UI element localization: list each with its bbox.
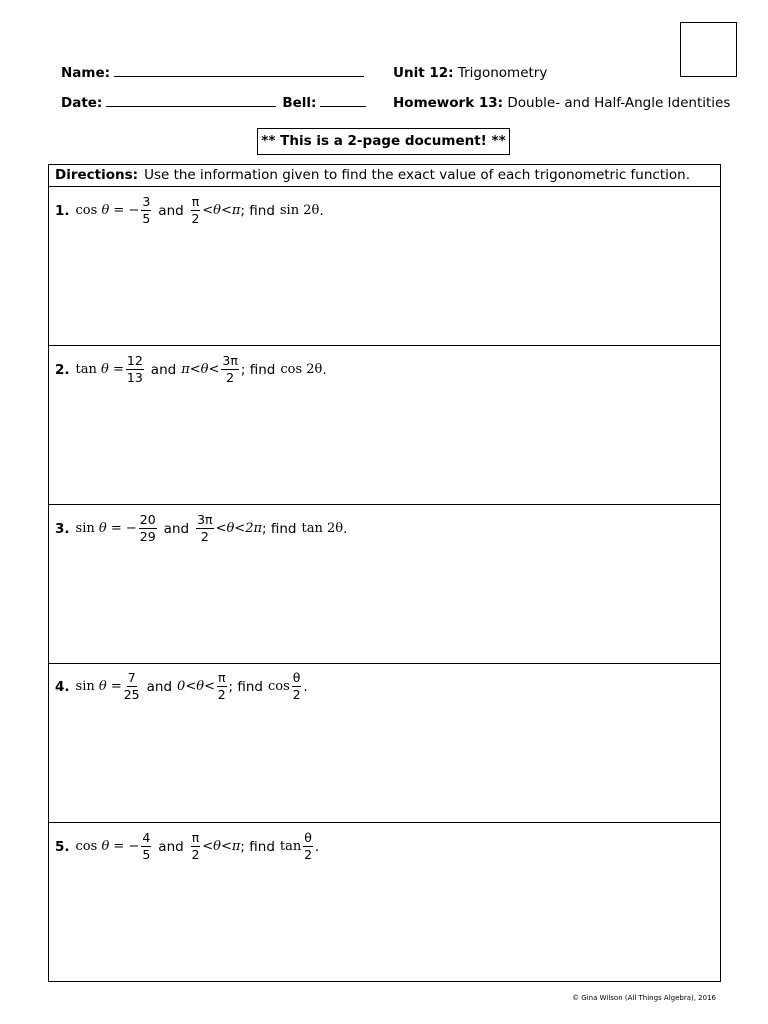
given-variable: θ [101, 203, 110, 218]
bell-field[interactable] [320, 95, 366, 107]
find-fraction-numerator: θ [292, 670, 301, 685]
given-fraction-numerator: 20 [139, 512, 156, 527]
find-fraction-denominator: 2 [292, 686, 301, 702]
problem-cell [49, 505, 720, 664]
range-lower-fraction-denominator: 2 [191, 210, 200, 226]
given-relation: = − [109, 203, 140, 218]
directions-text: Use the information given to find the exact value of each trigonometric function. [144, 167, 690, 183]
range-lower-fraction [191, 832, 201, 861]
range-variable: θ [200, 362, 209, 377]
problem-number: 3. [55, 520, 70, 537]
problem-number: 2. [55, 361, 70, 378]
homework-line [393, 95, 730, 111]
angle-range: $\frac{\pi}{2}$ < θ < π [191, 830, 241, 862]
unit-label: Unit 12: [393, 65, 454, 81]
date-label: Date: [61, 95, 103, 111]
range-upper-fraction [221, 355, 238, 384]
given-function: cos [75, 839, 98, 854]
and-word: and [150, 361, 177, 378]
angle-range: $\frac{\pi}{2}$ < θ < π [191, 194, 241, 226]
and-word: and [163, 520, 190, 537]
range-lower-fraction-numerator: π [191, 830, 200, 845]
given-fraction [141, 196, 151, 225]
problem-statement: 3. sin θ = − $\frac{20}{29}$ and $\frac{3\pi}{2}$ < θ < 2π ; find tan 2θ . [55, 512, 348, 544]
problem-number: 4. [55, 678, 70, 695]
given-expression [76, 839, 140, 854]
given-fraction-numerator: 3 [142, 194, 151, 209]
problem-cell [49, 823, 720, 981]
homework-label: Homework 13: [393, 95, 504, 111]
range-upper-fraction-denominator: 2 [226, 369, 235, 385]
angle-range: π < θ < $\frac{3\pi}{2}$ [181, 353, 238, 385]
directions-row [49, 165, 720, 187]
find-expression: cos [267, 679, 290, 694]
given-variable: θ [101, 839, 110, 854]
problem-number: 5. [55, 838, 70, 855]
given-fraction-numerator: 4 [142, 830, 151, 845]
problem-statement: 1. cos θ = − $\frac{3}{5}$ and $\frac{\pi}{2}$ < θ < π ; find sin 2θ . [55, 194, 324, 226]
find-expression: sin 2θ [279, 203, 320, 218]
range-lower-fraction-denominator: 2 [200, 528, 209, 544]
and-word: and [158, 838, 184, 855]
two-page-notice: ** This is a 2-page document! ** [257, 128, 510, 155]
given-relation: = [108, 362, 124, 377]
range-lower-fraction-denominator: 2 [191, 846, 200, 862]
find-expression: tan [279, 839, 302, 854]
range-lower-fraction-numerator: π [191, 194, 200, 209]
given-relation: = [106, 679, 122, 694]
given-fraction [141, 832, 151, 861]
given-expression [76, 203, 140, 218]
given-fraction-numerator: 12 [126, 353, 143, 368]
and-word: and [158, 202, 184, 219]
date-field[interactable] [106, 95, 276, 107]
find-expression: tan 2θ [301, 521, 344, 536]
range-lower-fraction [191, 196, 201, 225]
find-expression: cos 2θ [280, 362, 323, 377]
range-upper-fraction [217, 672, 227, 701]
problem-cell [49, 187, 720, 346]
find-fraction [303, 832, 313, 861]
given-expression [76, 362, 124, 377]
bell-label: Bell: [282, 95, 317, 111]
and-word: and [146, 678, 173, 695]
directions-label: Directions: [55, 167, 139, 183]
copyright-footer: © Gina Wilson (All Things Algebra), 2016 [572, 994, 716, 1002]
name-field[interactable] [114, 65, 364, 77]
range-lower-fraction [196, 514, 213, 543]
problem-statement: 4. sin θ = $\frac{7}{25}$ and 0 < θ < $\frac{\pi}{2}$ ; find cos $\frac{\theta}{2}$ . [55, 670, 308, 702]
given-function: cos [75, 203, 98, 218]
given-variable: θ [98, 679, 107, 694]
given-fraction [139, 514, 157, 543]
given-expression [76, 679, 122, 694]
find-label: ; find [240, 838, 275, 855]
name-label: Name: [61, 65, 111, 81]
given-fraction [124, 672, 140, 701]
name-line [61, 65, 370, 81]
given-fraction-denominator: 29 [139, 528, 156, 544]
range-lower-fraction-numerator: 3π [197, 512, 213, 527]
angle-range: $\frac{3\pi}{2}$ < θ < 2π [197, 512, 263, 544]
given-fraction-numerator: 7 [127, 670, 136, 685]
given-relation: = − [106, 521, 137, 536]
given-fraction-denominator: 25 [123, 686, 140, 702]
range-lower: 0 [177, 679, 186, 694]
problem-statement: 5. cos θ = − $\frac{4}{5}$ and $\frac{\pi}{2}$ < θ < π ; find tan $\frac{\theta}{2}$ . [55, 830, 320, 862]
given-fraction-denominator: 5 [142, 846, 151, 862]
find-fraction [292, 672, 302, 701]
unit-title: Trigonometry [457, 65, 548, 81]
range-variable: θ [213, 203, 221, 218]
problem-statement: 2. tan θ = $\frac{12}{13}$ and π < θ < $\frac{3\pi}{2}$ ; find cos 2θ . [55, 353, 327, 385]
range-variable: θ [226, 521, 235, 536]
range-upper-fraction-denominator: 2 [217, 686, 226, 702]
find-label: ; find [228, 678, 263, 695]
problem-number: 1. [55, 202, 70, 219]
problem-cell [49, 346, 720, 505]
given-fraction-denominator: 5 [142, 210, 151, 226]
range-lower: π [181, 362, 190, 377]
given-relation: = − [109, 839, 140, 854]
range-variable: θ [196, 679, 205, 694]
score-box [680, 22, 737, 77]
worksheet-table [48, 164, 721, 982]
find-label: ; find [262, 520, 297, 537]
problem-cell [49, 664, 720, 823]
range-variable: θ [213, 839, 221, 854]
find-label: ; find [240, 202, 275, 219]
range-upper: π [231, 203, 241, 218]
find-fraction-denominator: 2 [304, 846, 313, 862]
range-upper-fraction-numerator: 3π [222, 353, 238, 368]
given-variable: θ [98, 521, 107, 536]
date-bell-line [61, 95, 372, 111]
given-fraction-denominator: 13 [126, 369, 143, 385]
homework-title: Double- and Half-Angle Identities [507, 95, 731, 111]
find-fraction-numerator: θ [304, 830, 312, 845]
given-fraction [126, 355, 144, 384]
given-function: sin [75, 521, 95, 536]
angle-range: 0 < θ < $\frac{\pi}{2}$ [177, 670, 226, 702]
given-function: sin [75, 679, 95, 694]
range-upper: π [231, 839, 241, 854]
range-upper: 2π [245, 521, 263, 536]
range-upper-fraction-numerator: π [217, 670, 226, 685]
given-variable: θ [101, 362, 109, 377]
given-expression [76, 521, 137, 536]
unit-line [393, 65, 547, 81]
find-label: ; find [240, 361, 276, 378]
given-function: tan [75, 362, 97, 377]
